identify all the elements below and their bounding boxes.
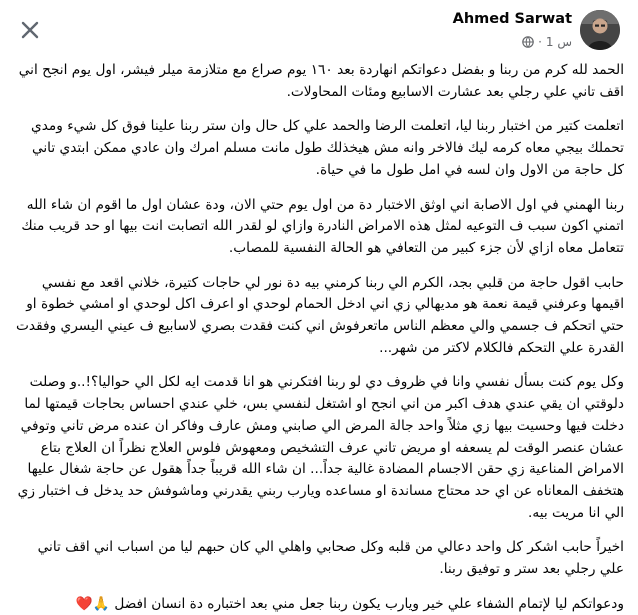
meta-separator: ·	[538, 35, 542, 49]
post-time[interactable]: 1 س	[545, 35, 572, 49]
post-paragraph: ربنا الهمني في اول الاصابة اني اوثق الاختبار دة من اول يوم حتي الان، ودة عشان اول ما اقوم ان شاء الله اتمني اكون سبب ف التوعيه لمثل هذه الامراض النادرة وازاي لو لقدر الله اتصابت انت بيها او حد قريب منك تتعامل معاه ازاي لأن جزء كبير من التعافي هو الحالة النفسية للمصاب.	[21, 196, 624, 256]
post-paragraph: وكل يوم كنت بسأل نفسي وانا في ظروف دي لو ربنا افتكرني هو انا قدمت ايه لكل الي حواليا؟!..و وصلت دلوقتي ان يقي عندي هدف اكبر من اني انجح او اشتغل لنفسي بس، خلي عندي احساس بحاجات قيمتها لما دخلت فيها وحسيت بيها زي مثلاً واحد جالة المرض الي صابني ومش عارف وفاكر ان عنده مرض تاني وتوفي عشان عنصر الوقت لم يسعفه او مريض تاني عرف التشخيص ومعهوش فلوس العلاج نظراً ان العلاج بتاع الامراض المناعية زي حقن الاجسام المضادة غالية جداً... ان شاء الله قريباً جداً هقول عن حاجة شغال عليها هتخفف المعاناه عن اي حد محتاج مساندة او مساعده ويارب ربني يقدرني وماشوفش حد يدخل ف اختبار زي الي انا مريت بيه.	[17, 374, 624, 521]
avatar[interactable]	[580, 10, 620, 50]
author-name[interactable]: Ahmed Sarwat	[452, 11, 572, 27]
post-paragraph: الحمد لله كرم من ربنا و بفضل دعواتكم انهاردة بعد ١٦٠ يوم صراع مع متلازمة ميلر فيشر، اول يوم انجح اني اقف تاني علي رجلي بعد عشارت الاسابيع ومئات المحاولات.	[18, 62, 624, 100]
post-paragraph: حابب اقول حاجة من قلبي بجد، الكرم الي ربنا كرمني بيه دة نور لي حاجات كتيرة، خلاني اقعد مع نفسي اقيمها وعرفني قيمة نعمة هو مديهالي زي اني ادخل الحمام لوحدي او اعرف اكل لوحدي او امشي خطوة او حتي اتحكم ف جسمي والي معظم الناس ماتعرفوش اني كنت فقدت بصري لاسابيع ف عيني اليسري وفقدت القدرة علي التحكم فالكلام لاكتر من شهر...	[16, 274, 624, 356]
avatar-image	[580, 10, 620, 50]
post-meta	[522, 34, 572, 50]
post-paragraph: اخيراً حابب اشكر كل واحد دعالي من قلبه وكل صحابي واهلي الي كان حبهم ليا من اسباب اني اقف تاني علي رجلي بعد ستر و توفيق ربنا.	[37, 539, 624, 578]
close-button[interactable]	[14, 14, 46, 46]
post-paragraph: اتعلمت كتير من اختبار ربنا ليا، اتعلمت الرضا والحمد علي كل حال وان ستر ربنا علينا فوق كل شيء ومدي تحملك بيجي معاه كرمه ليك فالاخر وانه مش هيخذلك طول مانت مسلم امرك وان عادي ممكن ابتدي تاني كل حاجة من الاول وان لسه في امل طول ما في حياة.	[31, 118, 624, 178]
globe-icon	[522, 36, 534, 48]
post-paragraph: ودعواتكم ليا لإتمام الشفاء علي خير ويارب يكون ربنا جعل مني بعد اختباره دة انسان افضل 🙏❤️	[75, 595, 624, 612]
close-icon	[21, 21, 39, 39]
post-body	[14, 60, 624, 615]
post-header	[0, 0, 638, 60]
